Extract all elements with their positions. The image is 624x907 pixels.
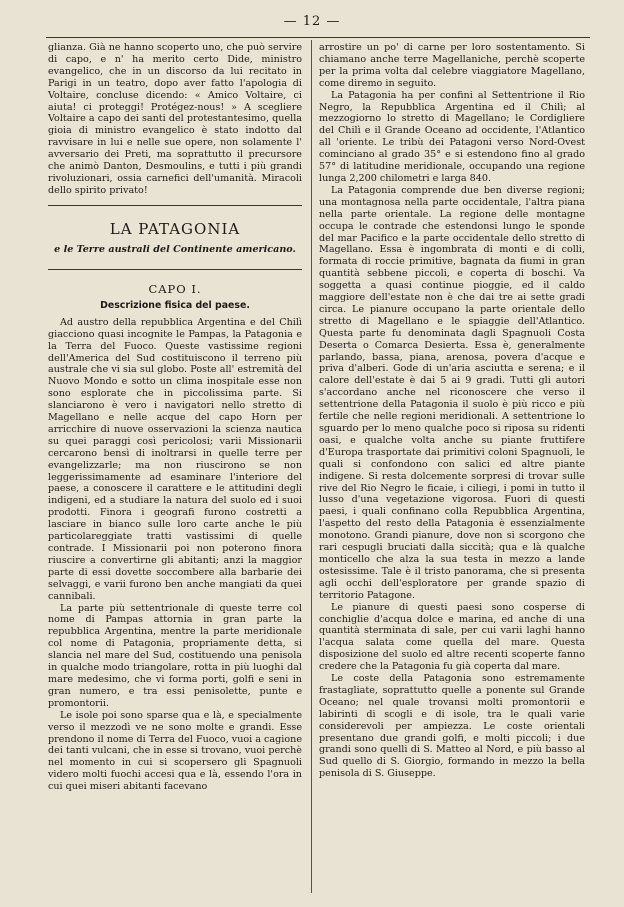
title-rule-bottom xyxy=(48,269,302,270)
article-subtitle: e le Terre australi del Continente americano. xyxy=(54,243,296,255)
paragraph: Le coste della Patagonia sono estremamente frastagliate, soprattutto quelle a ponente sul Grande Oceano; nel quale trovansi molti promontorii e labirinti di scogli e di isole, tra le quali varie considerevoli per ampiezza. Le coste orientali presentano due grandi golfi, e molti piccoli; i due grandi sono quelli di S. Matteo al Nord, e più basso al Sud quello di S. Giorgio, formando in mezzo la bella penisola di S. Giuseppe. xyxy=(319,673,585,780)
article-title: LA PATAGONIA xyxy=(109,219,241,238)
paragraph: Le isole poi sono sparse qua e là, e specialmente verso il mezzodì ve ne sono molte e grandi. Esse prendono il nome di Terra del Fuoco, vuoi a cagione dei tanti vulcani, che in esse si trovano, vuoi perchè nel momento in cui si scopersero gli Spagnuoli videro molti fuochi accesi qua e là, essendo l'ora in cui quei miseri abitanti facevano xyxy=(48,709,302,793)
paragraph: La Patagonia ha per confini al Settentrione il Rio Negro, la Repubblica Argentina ed il Chilì; al mezzogiorno lo stretto di Magellano; le Cordigliere del Chilì e il Grande Oceano ad occidente, l'Atlantico all 'oriente. Le tribù dei Patagoni verso Nord-Ovest cominciano al grado 35° e si estendono fino al grado 57° di latitudine meridionale, occupando una regione lunga 2,200 chilometri e larga 840. xyxy=(319,89,585,184)
paragraph: La Patagonia comprende due ben diverse regioni; una montagnosa nella parte occidentale, l'altra piana nella parte orientale. La regione delle montagne occupa le contrade che estendonsi lungo le sponde del mar Pacifico e la parte occidentale dello stretto di Magellano. Essa è ingombrata di monti e di colli, formata di roccie primitive, bagnata da fiumi in gran quantità sebbene piccoli, e coperta di boschi. Va soggetta a quasi continue pioggie, ed il caldo maggiore dell'estate non è che dai tre ai sette gradi circa. Le pianure occupano la parte orientale dello stretto di Magellano e le spiaggie dell'Atlantico. Questa parte fu denominata dagli Spagnuoli Costa Deserta o Comarca Desierta. Essa è, generalmente parlando, bassa, piana, arenosa, povera d'acque e priva d'alberi. Gode di un'aria asciutta e serena; e il calore dell'estate è dai 5 ai 9 gradi. Tutti gli autori s'accordano anche nel riconoscere che verso il settentrione della Patagonia il suolo è più ricco e più fertile che nelle regioni meridionali. A settentrione lo sguardo per lo meno qualche poco si riposa su ridenti oasi, e qualche volta anche su piante fruttifere d'Europa trasportate dai primitivi coloni Spagnuoli, le quali si confondono con salici ed altre piante indigene. Si resta dolcemente sorpresi di trovar sulle rive del Rio Negro le ficaie, i ciliegi, i pomi in tutto il lusso d'una vegetazione vigorosa. Fuori di questi paesi, i quali confinano colla Repubblica Argentina, l'aspetto del resto della Patagonia è essenzialmente monotono. Grandi pianure, dove non si scorgono che rari cespugli bruciati dalla siccità; qua e là qualche monticello che alza la sua testa in mezzo a lande ostesissime. Tale è il tristo panorama, che si presenta agli occhi dell'esploratore per grande spazio di territorio Patagone. xyxy=(319,184,585,601)
title-rule-top xyxy=(48,205,302,206)
column-divider xyxy=(311,40,312,893)
header-rule xyxy=(46,37,590,38)
chapter-subheading: Descrizione fisica del paese. xyxy=(100,299,250,311)
paragraph: arrostire un po' di carne per loro sostentamento. Si chiamano anche terre Magellaniche, perchè scoperte per la prima volta dal celebre viaggiatore Magellano, come diremo in seguito. xyxy=(319,42,585,89)
right-column xyxy=(319,42,585,780)
paragraph: Le pianure di questi paesi sono cosperse di conchiglie d'acqua dolce e marina, ed anche di una quantità sterminata di sale, per cui varii laghi hanno l'acqua salata come quella del mare. Questa disposizione del suolo ed altre recenti scoperte fanno credere che la Patagonia fu già coperta dal mare. xyxy=(319,601,585,673)
intro-paragraph: glianza. Già ne hanno scoperto uno, che può servire di capo, e n' ha merito certo Dide, ministro evangelico, che in un discorso da lui recitato in Parigi in un teatro, dopo aver fatto l'apologia di Voltaire, concluse dicendo: « Amico Voltaire, ci aiuta! ci proteggi! Protégez-nous! » A scegliere Voltaire a capo dei santi del protestantesimo, quella gioia di ministro evangelico è stato indotto dal ravvisare in lui e nelle sue opere, non solamente l' avversario dei Preti, ma soprattutto il precursore che animò Danton, Desmoulins, e tutti i più grandi rivoluzionari, ossia carnefici dell'umanità. Miracoli dello spirito privato! xyxy=(48,42,302,196)
chapter-heading: CAPO I. xyxy=(148,281,202,296)
paragraph: La parte più settentrionale di queste terre col nome di Pampas attornia in gran parte la repubblica Argentina, mentre la parte meridionale col nome di Patagonia, propriamente detta, si slancia nel mare del Sud, costituendo una penisola in qualche modo triangolare, rotta in più luoghi dal mare medesimo, che vi forma porti, golfi e seni in gran numero, e tra essi penisolette, punte e promontorii. xyxy=(48,602,302,709)
paragraph: Ad austro della repubblica Argentina e del Chilì giacciono quasi incognite le Pampas, la Patagonia e la Terra del Fuoco. Queste vastissime regioni dell'America del Sud costituiscono il terreno più australe che vi sia sul globo. Poste all' estremità del Nuovo Mondo e sotto un clima inospitale esse non sono esplorate che in piccolissima parte. Si slanciarono è vero i navigatori nello stretto di Magellano e nelle acque del capo Horn per arricchire di nuove osservazioni la scienza nautica su quei paraggi così pericolosi; varii Missionarii cercarono bensì di inoltrarsi in quelle terre per evangelizzarle; ma non riuscirono se non leggerissimamente ad esaminare l'interiore del paese, a conoscere il carattere e le attitudini degli indigeni, ed a studiare la natura del suolo ed i suoi prodotti. Finora i geografi furono costretti a lasciare in bianco sulle loro carte anche le più particolareggiate tratti vastissimi di quelle contrade. I Missionarii poi non poterono finora riuscire a convertirne gli abitanti; anzi la maggior parte di essi dovette soccombere alla barbarie dei selvaggi, e varii furono ben anche mangiati da quei cannibali. xyxy=(48,316,302,602)
page-number: — 12 — xyxy=(283,14,341,29)
left-column xyxy=(48,42,302,793)
